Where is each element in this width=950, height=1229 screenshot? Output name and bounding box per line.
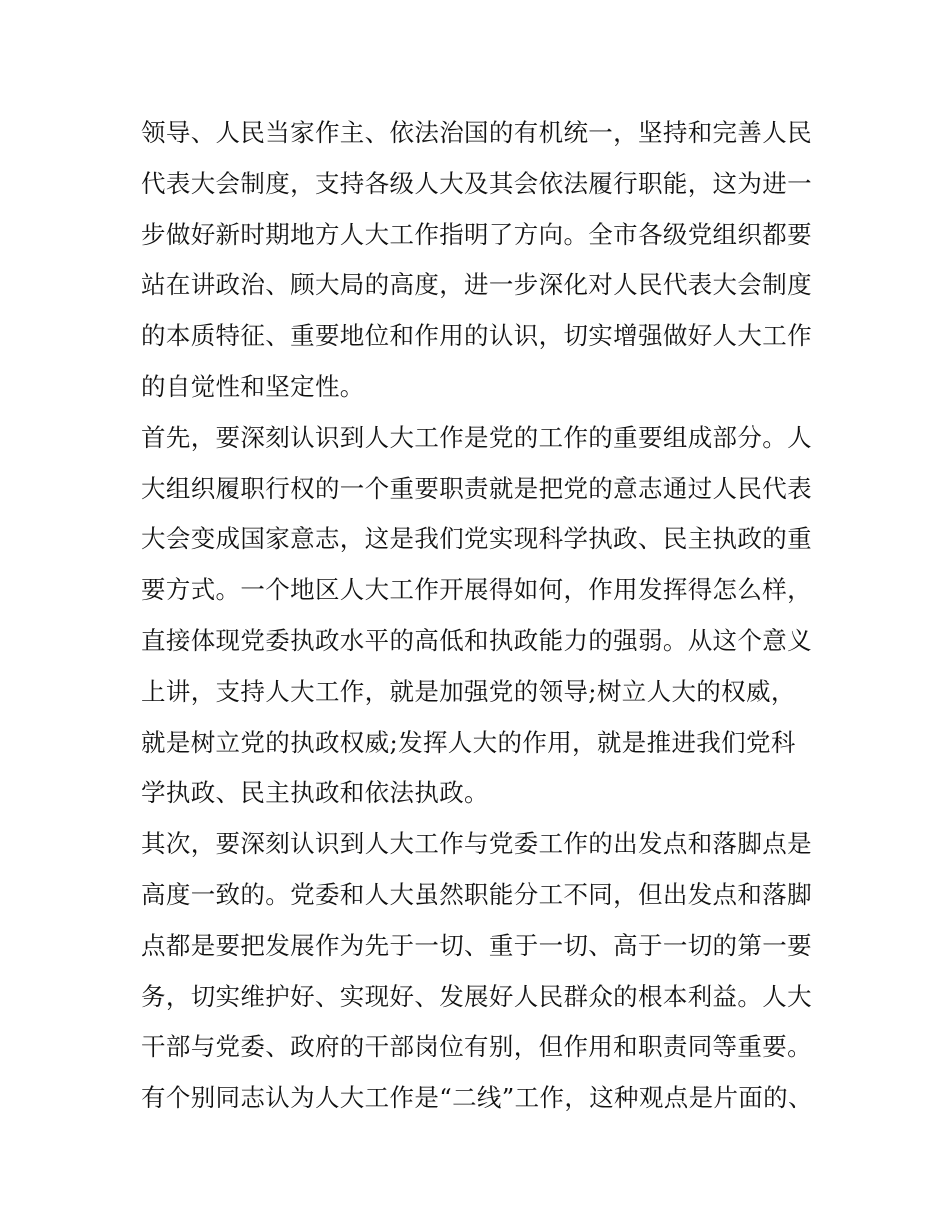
text-line: 大会变成国家意志，这是我们党实现科学执政、民主执政的重 (141, 524, 812, 554)
text-line: 要方式。一个地区人大工作开展得如何，作用发挥得怎么样， (141, 575, 812, 605)
text-line: 首先，要深刻认识到人大工作是党的工作的重要组成部分。人 (141, 422, 812, 452)
text-line: 的自觉性和坚定性。 (141, 371, 365, 401)
text-line: 站在讲政治、顾大局的高度，进一步深化对人民代表大会制度 (141, 270, 812, 300)
text-line: 领导、人民当家作主、依法治国的有机统一，坚持和完善人民 (141, 118, 812, 147)
text-line: 就是树立党的执政权威;发挥人大的作用，就是推进我们党科 (141, 727, 796, 757)
text-line: 代表大会制度，支持各级人大及其会依法履行职能，这为进一 (141, 168, 812, 198)
text-line: 高度一致的。党委和人大虽然职能分工不同，但出发点和落脚 (141, 879, 812, 909)
text-line: 其次，要深刻认识到人大工作与党委工作的出发点和落脚点是 (141, 829, 812, 859)
text-line: 学执政、民主执政和依法执政。 (141, 778, 489, 808)
text-line: 点都是要把发展作为先于一切、重于一切、高于一切的第一要 (141, 930, 812, 960)
text-line: 干部与党委、政府的干部岗位有别，但作用和职责同等重要。 (141, 1032, 812, 1062)
text-line: 上讲，支持人大工作，就是加强党的领导;树立人大的权威， (141, 676, 796, 706)
text-line: 务，切实维护好、实现好、发展好人民群众的根本利益。人大 (141, 981, 812, 1011)
text-line: 大组织履职行权的一个重要职责就是把党的意志通过人民代表 (141, 473, 812, 503)
text-line: 的本质特征、重要地位和作用的认识，切实增强做好人大工作 (141, 321, 812, 351)
body-text (141, 108, 821, 1124)
text-line: 步做好新时期地方人大工作指明了方向。全市各级党组织都要 (141, 219, 812, 249)
text-line: 直接体现党委执政水平的高低和执政能力的强弱。从这个意义 (141, 625, 812, 655)
text-line: 有个别同志认为人大工作是“二线”工作，这种观点是片面的、 (141, 1083, 813, 1113)
